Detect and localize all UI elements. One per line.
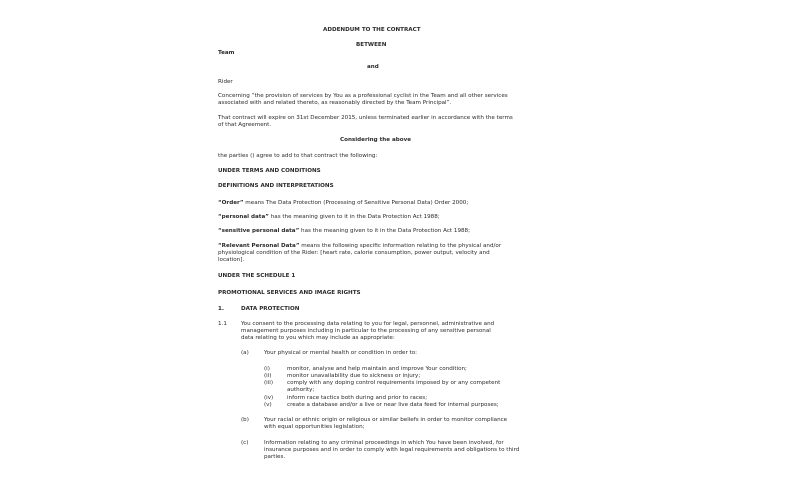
considering-heading: Considering the above xyxy=(340,137,412,143)
item-b-line-2: with equal opportunities legislation; xyxy=(264,424,365,430)
definition-order xyxy=(218,200,468,207)
clause-1-1-line-3: data relating to you which may include as appropriate: xyxy=(241,335,395,341)
subitem-i-text: monitor, analyse and help maintain and improve Your condition; xyxy=(287,366,467,372)
concerning-line-2: associated with and related thereto, as reasonably directed by the Team Principal”. xyxy=(218,100,452,106)
item-c-line-2: insurance purposes and in order to comply with legal requirements and obligations to third xyxy=(264,447,520,453)
under-terms-heading: UNDER TERMS AND CONDITIONS xyxy=(218,168,321,174)
subitem-v-text: create a database and/or a live or near live data feed for internal purposes; xyxy=(287,402,499,408)
parties-agree-text: the parties () agree to add to that contract the following: xyxy=(218,153,378,159)
item-a-text: Your physical or mental health or condition in order to: xyxy=(264,350,418,356)
expiry-line-2: of that Agreement. xyxy=(218,122,272,128)
section-1-number: 1. xyxy=(218,306,225,312)
subitem-iii-continued: authority; xyxy=(287,387,315,393)
subitem-iii-number: (iii) xyxy=(264,380,274,386)
subitem-ii-number: (ii) xyxy=(264,373,272,379)
subitem-iii-text: comply with any doping control requirements imposed by or any competent xyxy=(287,380,501,386)
expiry-line-1: That contract will expire on 31st December 2015, unless terminated earlier in accordance with the terms xyxy=(218,115,513,121)
item-c-line-1: Information relating to any criminal proceedings in which You have been involved, for xyxy=(264,440,504,446)
item-b-line-1: Your racial or ethnic origin or religious or similar beliefs in order to monitor compliance xyxy=(264,417,508,423)
clause-1-1-line-2: management purposes including in particular to the processing of any sensitive personal xyxy=(241,328,491,334)
subitem-iv-text: inform race tactics both during and prior to races; xyxy=(287,395,428,401)
party-team: Team xyxy=(218,50,235,56)
definition-relevant-line-3: location]. xyxy=(218,257,245,263)
clause-1-1-line-1: You consent to the processing data relating to you for legal, personnel, administrative and xyxy=(241,321,495,327)
item-a-label: (a) xyxy=(241,350,249,356)
definition-relevant-term: “Relevant Personal Data” xyxy=(218,243,300,249)
subitem-i-number: (i) xyxy=(264,366,270,372)
subitem-v-number: (v) xyxy=(264,402,272,408)
definition-relevant-line-2: physiological condition of the Rider: [heart rate, calorie consumption, power output, velocity and xyxy=(218,250,490,256)
party-rider: Rider xyxy=(218,79,233,85)
definition-personal-term: “personal data” xyxy=(218,214,269,220)
under-schedule-heading: UNDER THE SCHEDULE 1 xyxy=(218,273,296,279)
definition-personal-text: has the meaning given to it in the Data Protection Act 1988; xyxy=(268,214,440,220)
faint-watermark xyxy=(330,4,530,44)
definition-relevant-text-1: means the following specific information relating to the physical and/or xyxy=(299,243,502,249)
promotional-heading: PROMOTIONAL SERVICES AND IMAGE RIGHTS xyxy=(218,290,361,296)
concerning-line-1: Concerning “the provision of services by You as a professional cyclist in the Team and all other services xyxy=(218,93,508,99)
definition-sensitive-text: has the meaning given to it in the Data Protection Act 1988; xyxy=(299,228,471,234)
definition-sensitive-data xyxy=(218,228,470,235)
item-c-line-3: parties. xyxy=(264,454,286,460)
subitem-iv-number: (iv) xyxy=(264,395,274,401)
definition-sensitive-term: “sensitive personal data” xyxy=(218,228,300,234)
definitions-heading: DEFINITIONS AND INTERPRETATIONS xyxy=(218,183,334,189)
definition-order-text: means The Data Protection (Processing of Sensitive Personal Data) Order 2000; xyxy=(243,200,469,206)
section-1-title: DATA PROTECTION xyxy=(241,306,300,312)
clause-1-1-number: 1.1 xyxy=(218,321,227,327)
definition-relevant-data xyxy=(218,243,501,250)
between-heading: BETWEEN xyxy=(356,42,387,48)
document-title: ADDENDUM TO THE CONTRACT xyxy=(323,27,421,33)
item-b-label: (b) xyxy=(241,417,249,423)
subitem-ii-text: monitor unavailability due to sickness or injury; xyxy=(287,373,421,379)
definition-personal-data xyxy=(218,214,440,221)
and-text: and xyxy=(367,64,379,70)
item-c-label: (c) xyxy=(241,440,249,446)
definition-order-term: “Order” xyxy=(218,200,244,206)
